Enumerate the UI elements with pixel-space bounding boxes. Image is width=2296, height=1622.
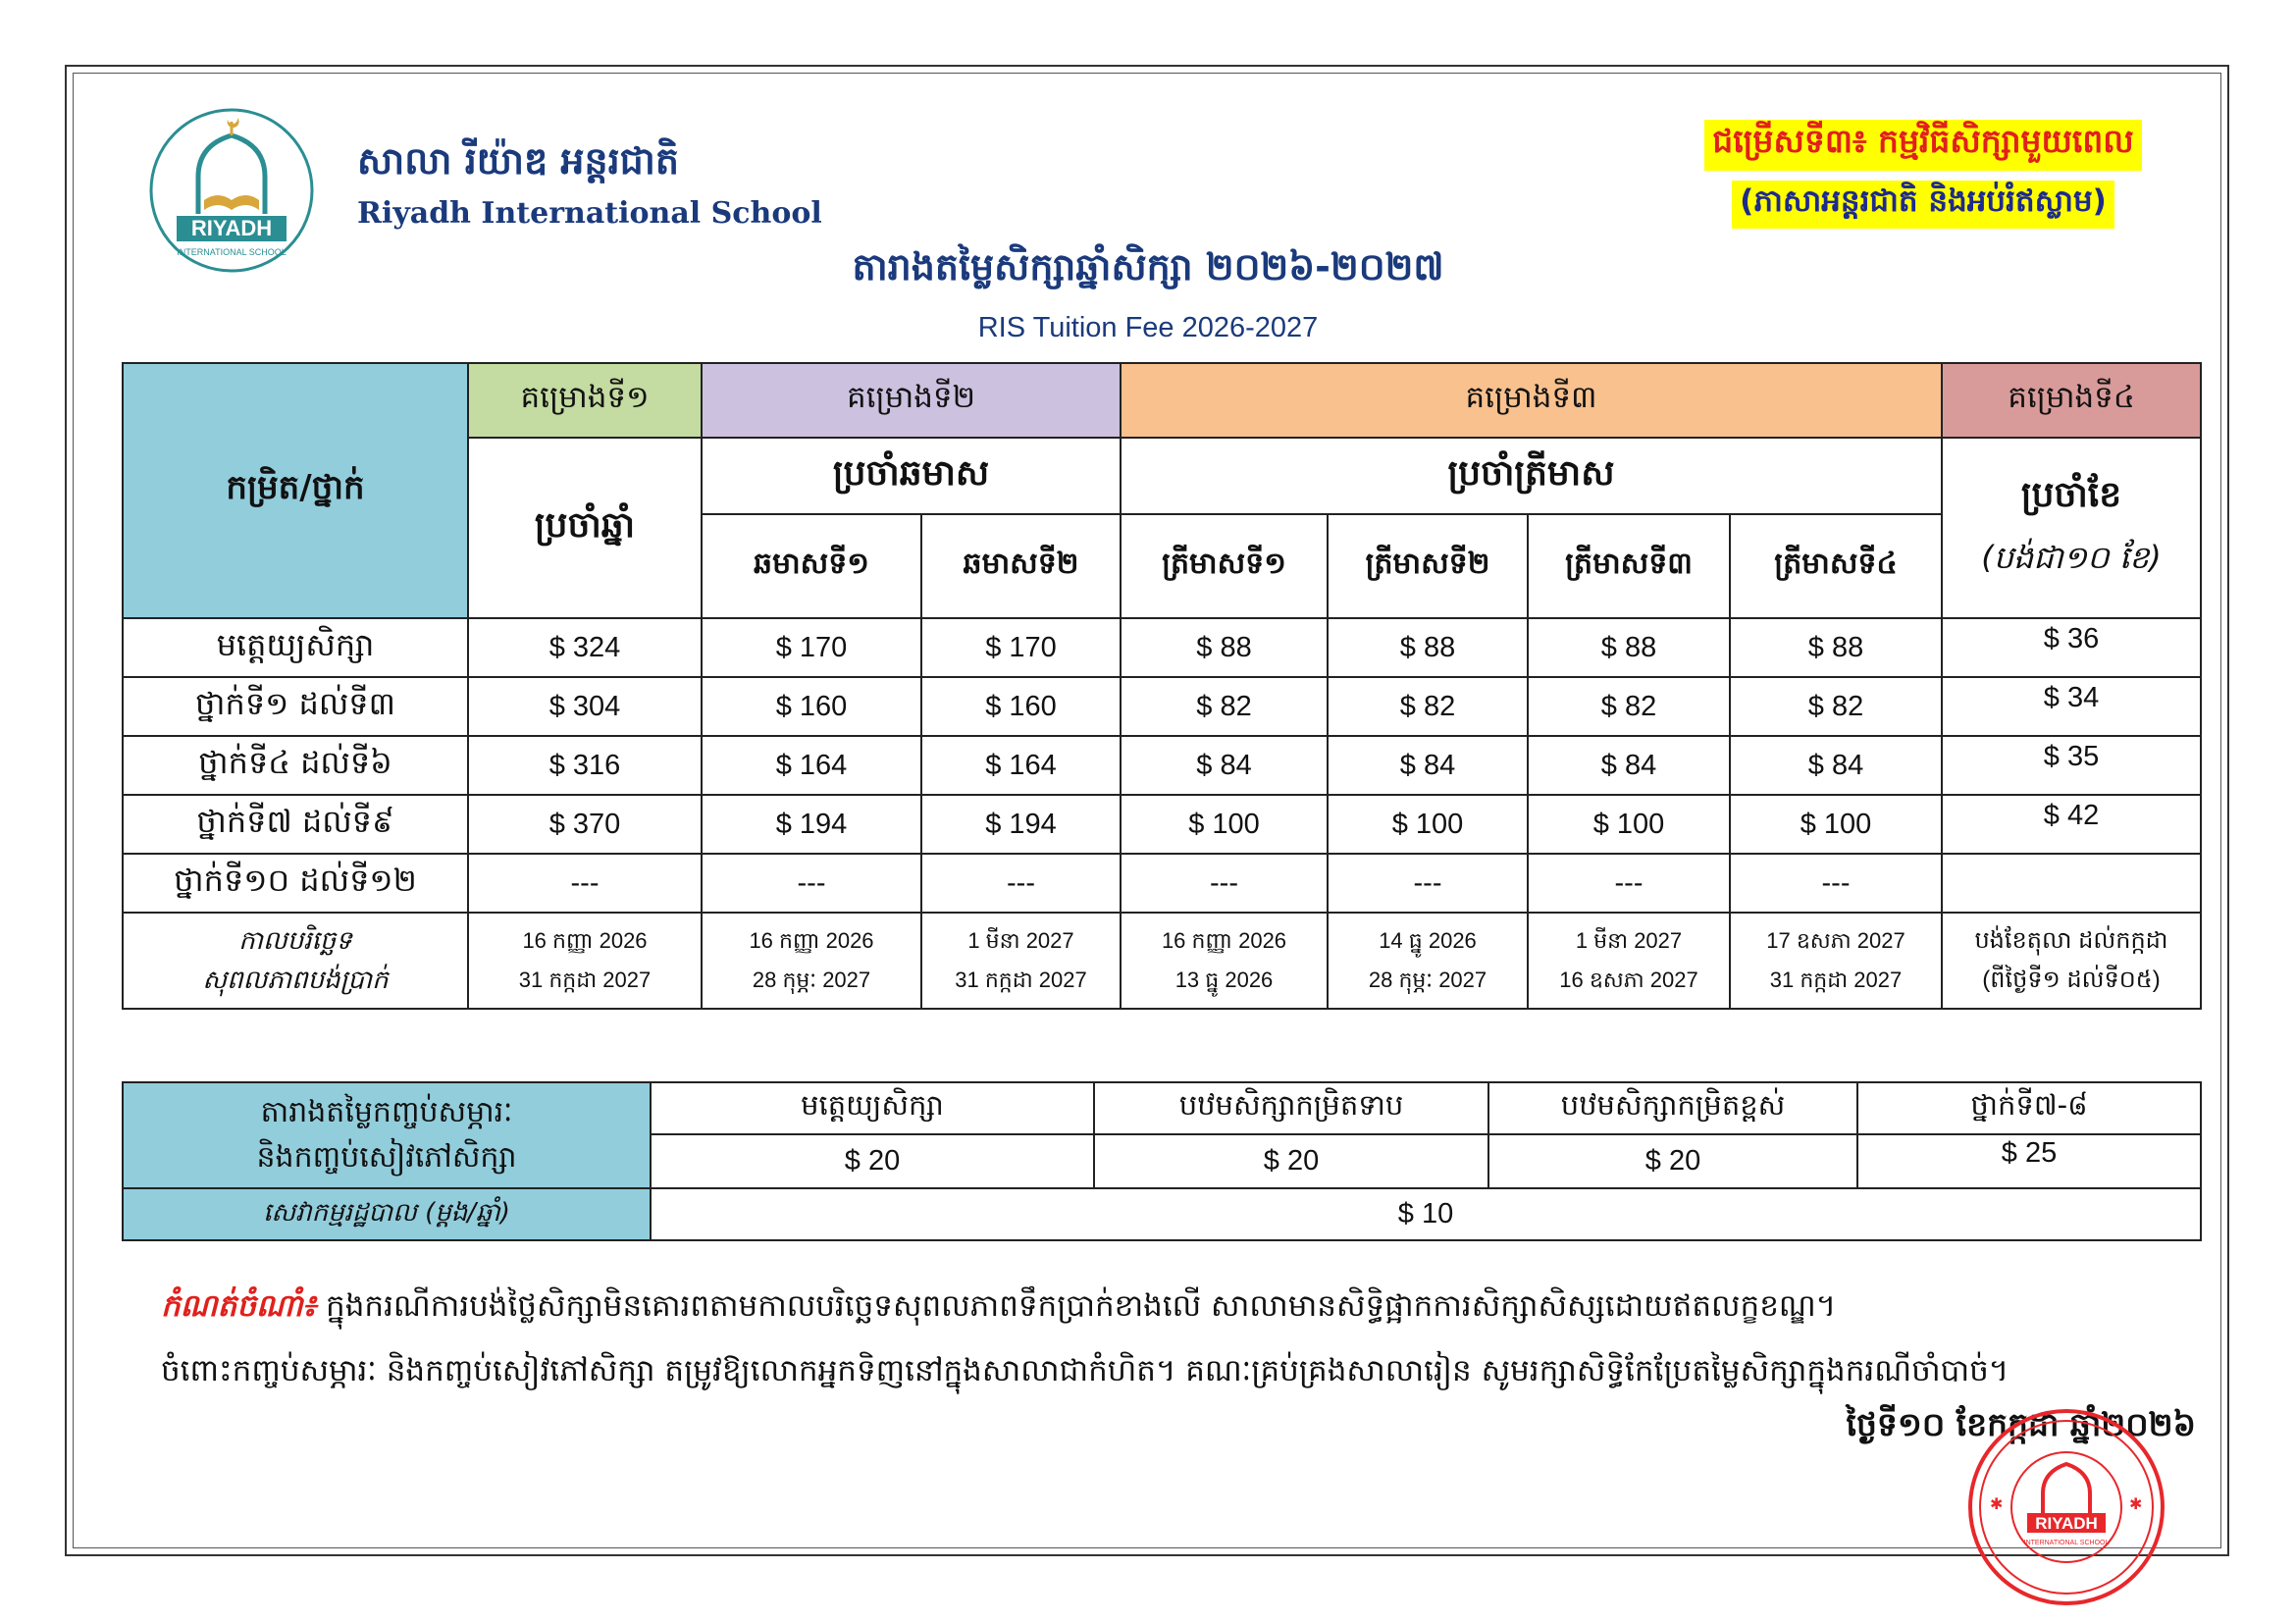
monthly-period-header (1942, 438, 2201, 618)
supplies-col-grade-7-8: ថ្នាក់ទី៧-៨ (1857, 1082, 2201, 1134)
supplies-fee-table (122, 1081, 2202, 1241)
issue-date: ថ្ងៃទី១០ ខែកក្កដា ឆ្នាំ២០២៦ (1846, 1405, 2196, 1443)
fee-semester-2: $ 160 (921, 677, 1121, 736)
fee-semester-1: $ 164 (702, 736, 921, 795)
term-1-header: ត្រីមាសទី១ (1121, 514, 1328, 618)
term-2-header: ត្រីមាសទី២ (1328, 514, 1528, 618)
quarter-period-header: ប្រចាំត្រីមាស (1121, 438, 1942, 514)
supplies-value: $ 20 (1094, 1134, 1488, 1188)
fee-semester-2: $ 194 (921, 795, 1121, 854)
school-name-en: Riyadh International School (357, 196, 822, 231)
fee-term-1: $ 84 (1121, 736, 1328, 795)
note-label: កំណត់ចំណាំ៖ (161, 1288, 317, 1324)
fee-monthly: $ 42 (1942, 795, 2201, 854)
supplies-label (123, 1082, 651, 1188)
fee-monthly (1942, 854, 2201, 913)
fee-term-3: $ 82 (1528, 677, 1730, 736)
deadline-monthly (1942, 913, 2201, 1009)
level-label: ថ្នាក់ទី១ ដល់ទី៣ (123, 677, 468, 736)
deadline-end: 28 កុម្ភៈ 2027 (1368, 968, 1487, 992)
fee-term-3: $ 100 (1528, 795, 1730, 854)
supplies-col-lower-primary: បឋមសិក្សាកម្រិតទាប (1094, 1082, 1488, 1134)
note-paragraph-2: ចំពោះកញ្ចប់សម្ភារៈ និងកញ្ចប់សៀវភៅសិក្សា តម្រូវឱ្យលោកអ្នកទិញនៅក្នុងសាលាជាកំហិត។ គណៈគ្រប់គ្រងសាលារៀន សូមរក្សាសិទ្ធិកែប្រែតម្លៃសិក្សាក្នុងករណីចាំបាច់។ (161, 1353, 2009, 1388)
supplies-value: $ 25 (1857, 1134, 2201, 1188)
plan-4-header: គម្រោងទី៤ (1942, 363, 2201, 438)
supplies-label-line-1: តារាងតម្លៃកញ្ចប់សម្ភារៈ (260, 1095, 513, 1129)
deadline-end: 31 កក្កដា 2027 (955, 968, 1087, 992)
fee-semester-2: $ 170 (921, 618, 1121, 677)
deadline-start: 16 កញ្ញា 2026 (522, 928, 648, 953)
deadline-end: 13 ធ្នូ 2026 (1174, 968, 1274, 992)
note-paragraph-1 (161, 1287, 2202, 1332)
deadline-label-line-2: សុពលភាពបង់ប្រាក់ (202, 966, 389, 995)
admin-service-label: សេវាកម្មរដ្ឋបាល (ម្តង/ឆ្នាំ) (123, 1188, 651, 1240)
supplies-label-line-2: និងកញ្ចប់សៀវភៅសិក្សា (256, 1140, 517, 1175)
level-label: ថ្នាក់ទី៤ ដល់ទី៦ (123, 736, 468, 795)
deadline-label-line-1: កាលបរិច្ឆេទ (238, 926, 352, 956)
plan-3-header: គម្រោងទី៣ (1121, 363, 1942, 438)
deadline-term-1 (1121, 913, 1328, 1009)
fee-annual: $ 324 (468, 618, 702, 677)
supplies-value: $ 20 (1488, 1134, 1857, 1188)
fee-semester-1: $ 170 (702, 618, 921, 677)
deadline-start: 1 មីនា 2027 (1575, 928, 1683, 953)
logo-text: RIYADH (190, 216, 273, 240)
semester-period-header: ប្រចាំឆមាស (702, 438, 1121, 514)
fee-semester-2: --- (921, 854, 1121, 913)
fee-term-4: $ 82 (1730, 677, 1942, 736)
deadline-end: 16 ឧសភា 2027 (1559, 968, 1698, 992)
fee-monthly: $ 36 (1942, 618, 2201, 677)
option-line-1: ជម្រើសទី៣៖ កម្មវិធីសិក្សាមួយពេល (1704, 120, 2141, 171)
option-line-2: (ភាសាអន្តរជាតិ និងអប់រំឥស្លាម) (1732, 181, 2114, 229)
deadline-term-3 (1528, 913, 1730, 1009)
deadline-start: 16 កញ្ញា 2026 (749, 928, 874, 953)
deadline-term-4 (1730, 913, 1942, 1009)
svg-text:✱: ✱ (1990, 1494, 2004, 1513)
logo-subtext: INTERNATIONAL SCHOOL (177, 247, 287, 257)
page-title-en: RIS Tuition Fee 2026-2027 (977, 312, 1319, 343)
deadline-term-2 (1328, 913, 1528, 1009)
deadline-start: បង់ខែតុលា ដល់កក្កដា (1974, 927, 2168, 954)
fee-term-1: --- (1121, 854, 1328, 913)
tuition-fee-table (122, 362, 2202, 1010)
fee-term-1: $ 100 (1121, 795, 1328, 854)
table-row (123, 795, 2201, 854)
fee-term-1: $ 82 (1121, 677, 1328, 736)
deadline-start: 14 ធ្នូ 2026 (1379, 928, 1477, 953)
table-row (123, 736, 2201, 795)
supplies-header-row (123, 1082, 2201, 1134)
fee-annual: $ 316 (468, 736, 702, 795)
fee-annual: $ 370 (468, 795, 702, 854)
fee-term-2: --- (1328, 854, 1528, 913)
fee-monthly: $ 35 (1942, 736, 2201, 795)
supplies-col-kindergarten: មត្តេយ្យសិក្សា (651, 1082, 1094, 1134)
semester-2-header: ឆមាសទី២ (921, 514, 1121, 618)
monthly-period-label: ប្រចាំខែ (2020, 475, 2122, 515)
fee-semester-1: $ 160 (702, 677, 921, 736)
fee-term-2: $ 88 (1328, 618, 1528, 677)
fee-term-4: $ 88 (1730, 618, 1942, 677)
semester-1-header: ឆមាសទី១ (702, 514, 921, 618)
supplies-col-upper-primary: បឋមសិក្សាកម្រិតខ្ពស់ (1488, 1082, 1857, 1134)
option-banner (1658, 120, 2188, 229)
admin-row (123, 1188, 2201, 1240)
deadline-end: 28 កុម្ភៈ 2027 (752, 968, 871, 992)
deadline-start: 16 កញ្ញា 2026 (1161, 928, 1287, 953)
deadline-end: 31 កក្កដា 2027 (1769, 968, 1903, 992)
deadline-semester-2 (921, 913, 1121, 1009)
fee-term-1: $ 88 (1121, 618, 1328, 677)
fee-semester-2: $ 164 (921, 736, 1121, 795)
fee-term-2: $ 82 (1328, 677, 1528, 736)
fee-term-4: $ 100 (1730, 795, 1942, 854)
fee-term-3: $ 88 (1528, 618, 1730, 677)
svg-text:✱: ✱ (2129, 1494, 2143, 1513)
deadline-label (123, 913, 468, 1009)
fee-term-2: $ 84 (1328, 736, 1528, 795)
deadline-row (123, 913, 2201, 1009)
deadline-end: 31 កក្កដា 2027 (518, 968, 652, 992)
deadline-start: 17 ឧសភា 2027 (1766, 928, 1905, 953)
fee-monthly: $ 34 (1942, 677, 2201, 736)
fee-annual: $ 304 (468, 677, 702, 736)
school-name-kh: សាលា រីយ៉ាឌ អន្តរជាតិ (357, 138, 679, 183)
term-3-header: ត្រីមាសទី៣ (1528, 514, 1730, 618)
fee-term-2: $ 100 (1328, 795, 1528, 854)
deadline-semester-1 (702, 913, 921, 1009)
plan-1-header: គម្រោងទី១ (468, 363, 702, 438)
plan-2-header: គម្រោងទី២ (702, 363, 1121, 438)
deadline-annual (468, 913, 702, 1009)
monthly-period-note: (បង់ជា១០ ខែ) (1981, 539, 2162, 576)
note-text-1: ក្នុងករណីការបង់ថ្លៃសិក្សាមិនគោរពតាមកាលបរិច្ឆេទសុពលភាពទឹកប្រាក់ខាងលើ សាលាមានសិទ្ធិផ្អាកការសិក្សាសិស្សដោយឥតលក្ខខណ្ឌ។ (316, 1288, 1837, 1324)
deadline-start: 1 មីនា 2027 (967, 928, 1074, 953)
table-row (123, 854, 2201, 913)
fee-annual: --- (468, 854, 702, 913)
term-4-header: ត្រីមាសទី៤ (1730, 514, 1942, 618)
plan-header-row (123, 363, 2201, 438)
level-label: ថ្នាក់ទី១០ ដល់ទី១២ (123, 854, 468, 913)
fee-semester-1: --- (702, 854, 921, 913)
fee-term-4: --- (1730, 854, 1942, 913)
admin-service-value: $ 10 (651, 1188, 2201, 1240)
fee-term-3: $ 84 (1528, 736, 1730, 795)
page-title-kh: តារាងតម្លៃសិក្សាឆ្នាំសិក្សា ២០២៦-២០២៧ (852, 245, 1444, 288)
fee-term-3: --- (1528, 854, 1730, 913)
school-stamp (1966, 1407, 2166, 1607)
table-row (123, 677, 2201, 736)
fee-semester-1: $ 194 (702, 795, 921, 854)
table-row (123, 618, 2201, 677)
annual-period-header: ប្រចាំឆ្នាំ (468, 438, 702, 618)
fee-term-4: $ 84 (1730, 736, 1942, 795)
level-column-header: កម្រិត/ថ្នាក់ (123, 363, 468, 618)
supplies-value: $ 20 (651, 1134, 1094, 1188)
stamp-text: RIYADH (2035, 1514, 2098, 1533)
deadline-end: (ពីថ្ងៃទី១ ដល់ទី០៥) (1982, 967, 2161, 993)
stamp-subtext: INTERNATIONAL SCHOOL (2023, 1540, 2110, 1546)
level-label: ថ្នាក់ទី៧ ដល់ទី៩ (123, 795, 468, 854)
level-label: មត្តេយ្យសិក្សា (123, 618, 468, 677)
